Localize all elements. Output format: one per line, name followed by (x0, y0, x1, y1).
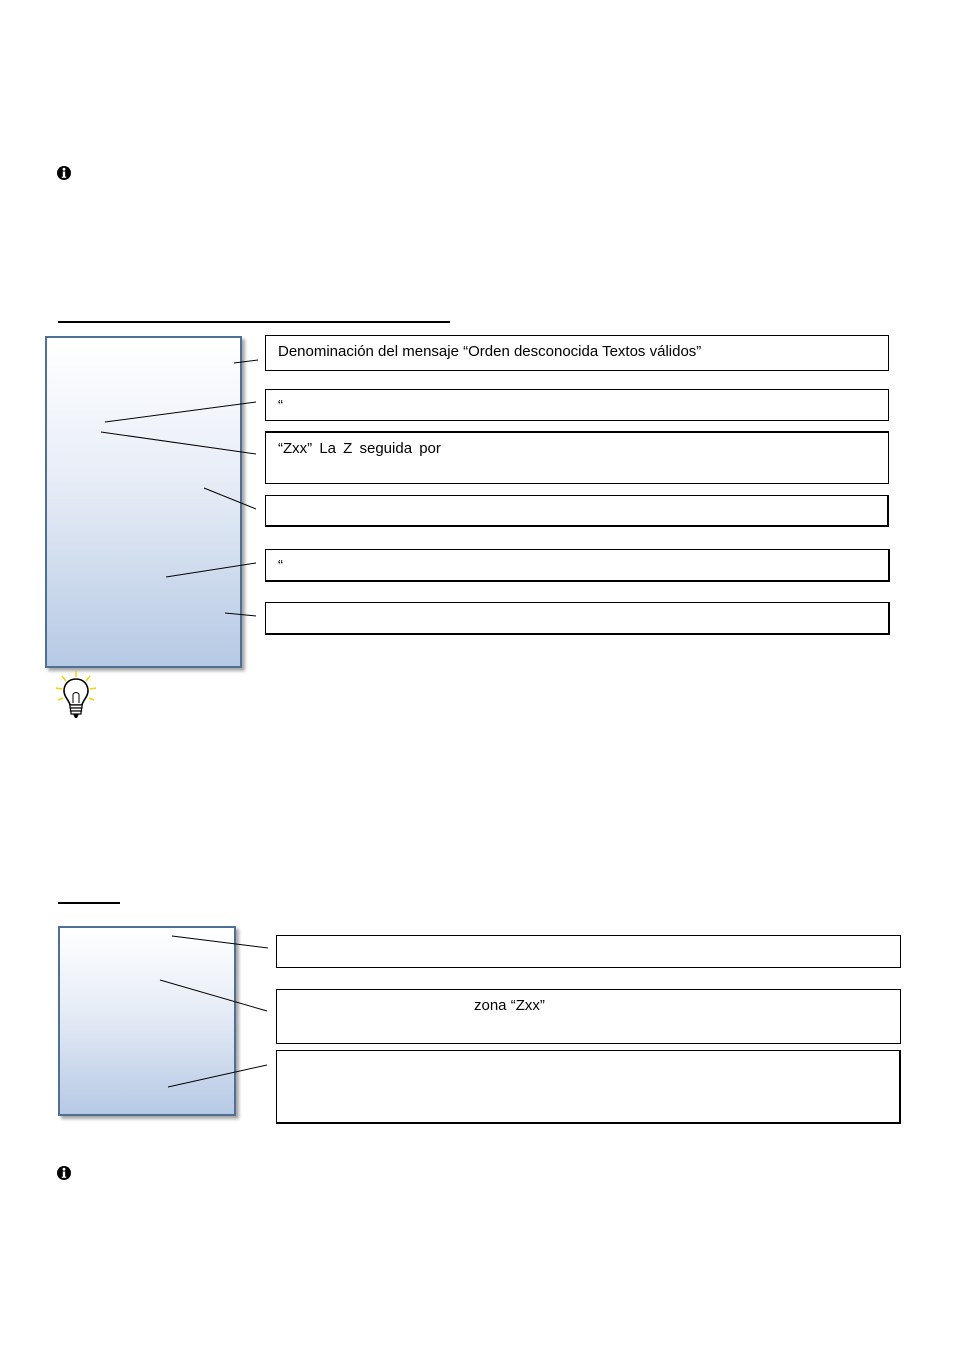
display-screen-panel-2 (58, 926, 236, 1116)
info-icon (56, 165, 72, 181)
section-heading-underline (58, 321, 450, 323)
section-heading-underline-2 (58, 902, 120, 904)
callout-line-4 (265, 495, 889, 527)
callout-zxx: “Zxx” La Z seguida por (265, 431, 889, 484)
callout-b-zone-zxx: zona “Zxx” (276, 989, 901, 1044)
display-screen-panel (45, 336, 242, 668)
callout-line-6 (265, 602, 890, 635)
info-icon-bottom (56, 1165, 72, 1181)
callout-b-line-3 (276, 1050, 901, 1124)
callout-b-line-1 (276, 935, 901, 968)
callout-line-2: “ (265, 389, 889, 421)
callout-message-name: Denominación del mensaje “Orden desconocida Textos válidos” (265, 335, 889, 371)
callout-line-5: “ (265, 549, 890, 582)
lightbulb-icon (54, 670, 98, 720)
